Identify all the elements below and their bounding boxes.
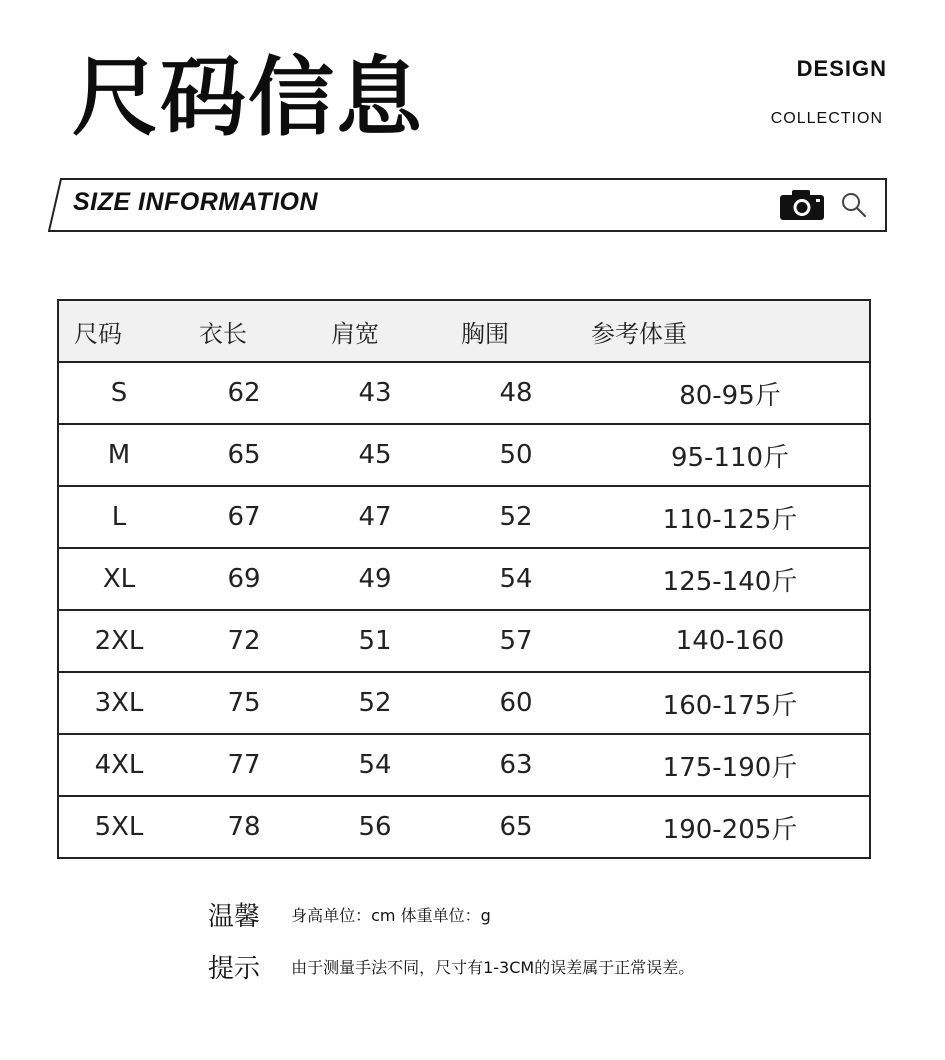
cell-chest: 50 bbox=[441, 424, 591, 486]
cell-weight: 175-190斤 bbox=[591, 734, 870, 796]
cell-weight: 80-95斤 bbox=[591, 362, 870, 424]
cell-shoulder: 49 bbox=[309, 548, 441, 610]
header-weight: 参考体重 bbox=[591, 300, 870, 362]
cell-shoulder: 54 bbox=[309, 734, 441, 796]
search-icon[interactable] bbox=[840, 191, 868, 219]
cell-size: S bbox=[58, 362, 179, 424]
table-row bbox=[58, 734, 870, 796]
cell-shoulder: 47 bbox=[309, 486, 441, 548]
note-tolerance bbox=[208, 948, 694, 985]
note-label-warm: 温馨 bbox=[208, 902, 261, 932]
table-row bbox=[58, 672, 870, 734]
size-information-banner bbox=[48, 177, 888, 233]
cell-chest: 65 bbox=[441, 796, 591, 858]
cell-size: 4XL bbox=[58, 734, 179, 796]
cell-shoulder: 45 bbox=[309, 424, 441, 486]
cell-chest: 48 bbox=[441, 362, 591, 424]
cell-size: M bbox=[58, 424, 179, 486]
cell-length: 62 bbox=[179, 362, 309, 424]
cell-length: 65 bbox=[179, 424, 309, 486]
cell-weight: 95-110斤 bbox=[591, 424, 870, 486]
cell-chest: 60 bbox=[441, 672, 591, 734]
cell-weight: 190-205斤 bbox=[591, 796, 870, 858]
cell-chest: 63 bbox=[441, 734, 591, 796]
note-units bbox=[208, 896, 491, 933]
table-row bbox=[58, 486, 870, 548]
header-shoulder: 肩宽 bbox=[309, 300, 441, 362]
cell-length: 69 bbox=[179, 548, 309, 610]
table-header-row bbox=[58, 300, 870, 362]
cell-weight: 125-140斤 bbox=[591, 548, 870, 610]
note-tolerance-text: 由于测量手法不同，尺寸有1-3CM的误差属于正常误差。 bbox=[291, 958, 695, 977]
cell-length: 78 bbox=[179, 796, 309, 858]
cell-shoulder: 52 bbox=[309, 672, 441, 734]
table-row bbox=[58, 424, 870, 486]
cell-size: 2XL bbox=[58, 610, 179, 672]
note-units-text: 身高单位：cm 体重单位：g bbox=[291, 906, 491, 925]
size-table bbox=[57, 299, 871, 859]
camera-icon[interactable] bbox=[778, 189, 826, 221]
cell-length: 77 bbox=[179, 734, 309, 796]
table-row bbox=[58, 610, 870, 672]
cell-weight: 110-125斤 bbox=[591, 486, 870, 548]
cell-length: 75 bbox=[179, 672, 309, 734]
cell-size: 5XL bbox=[58, 796, 179, 858]
table-row bbox=[58, 362, 870, 424]
cell-shoulder: 43 bbox=[309, 362, 441, 424]
brand-design: DESIGN bbox=[796, 56, 887, 81]
note-label-tip: 提示 bbox=[208, 954, 261, 984]
cell-shoulder: 56 bbox=[309, 796, 441, 858]
page-title: 尺码信息 bbox=[72, 48, 424, 148]
table-row bbox=[58, 548, 870, 610]
cell-weight: 140-160 bbox=[591, 610, 870, 672]
cell-size: XL bbox=[58, 548, 179, 610]
cell-chest: 54 bbox=[441, 548, 591, 610]
cell-shoulder: 51 bbox=[309, 610, 441, 672]
cell-size: L bbox=[58, 486, 179, 548]
cell-length: 72 bbox=[179, 610, 309, 672]
banner-label: SIZE INFORMATION bbox=[73, 188, 319, 216]
cell-weight: 160-175斤 bbox=[591, 672, 870, 734]
cell-size: 3XL bbox=[58, 672, 179, 734]
header-size: 尺码 bbox=[58, 300, 179, 362]
cell-length: 67 bbox=[179, 486, 309, 548]
header-chest: 胸围 bbox=[441, 300, 591, 362]
header-length: 衣长 bbox=[179, 300, 309, 362]
brand-collection: COLLECTION bbox=[770, 110, 883, 127]
table-row bbox=[58, 796, 870, 858]
cell-chest: 52 bbox=[441, 486, 591, 548]
cell-chest: 57 bbox=[441, 610, 591, 672]
